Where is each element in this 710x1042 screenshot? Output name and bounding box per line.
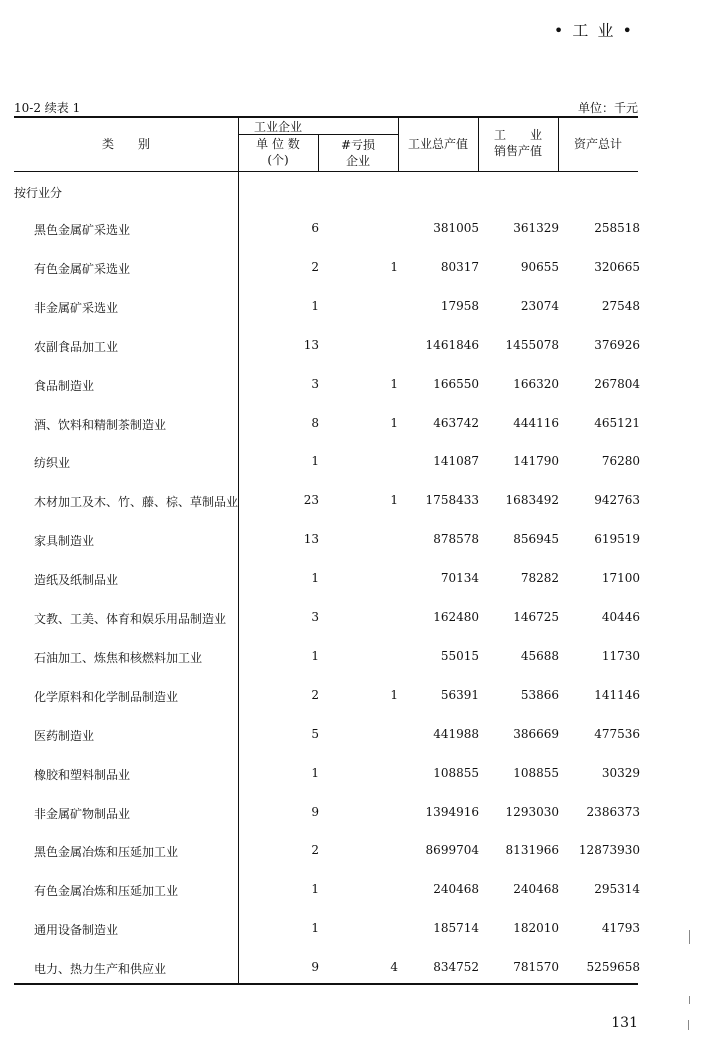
cell-assets: 30329 — [601, 765, 640, 780]
table-row — [0, 805, 710, 825]
header-sales-line2: 销售产值 — [493, 144, 542, 158]
row-category: 黑色金属冶炼和压延加工业 — [34, 845, 179, 860]
table-row — [0, 532, 710, 552]
cell-sales: 386669 — [513, 726, 559, 741]
table-row — [0, 493, 710, 513]
cell-assets: 41793 — [601, 921, 640, 936]
row-category: 酒、饮料和精制茶制造业 — [34, 417, 167, 432]
cell-assets: 295314 — [594, 882, 640, 897]
section-tag: • 工 业 • — [553, 21, 634, 40]
cell-sales: 1683492 — [505, 493, 559, 508]
cell-sales: 1455078 — [505, 337, 559, 352]
cell-units: 1 — [311, 921, 319, 936]
row-category: 造纸及纸制品业 — [34, 573, 119, 588]
cell-sales: 90655 — [520, 259, 559, 274]
cell-units: 23 — [303, 493, 319, 508]
header-loss-line1: #亏损 — [340, 138, 376, 152]
cell-units: 9 — [311, 804, 319, 819]
row-category: 橡胶和塑料制品业 — [34, 767, 131, 782]
cell-assets: 465121 — [594, 415, 640, 430]
cell-output: 834752 — [433, 960, 479, 975]
table-row — [0, 571, 710, 591]
table-row — [0, 377, 710, 397]
cell-assets: 2386373 — [586, 804, 640, 819]
cell-output: 8699704 — [425, 843, 479, 858]
cell-sales: 141790 — [513, 454, 559, 469]
cell-output: 56391 — [440, 687, 479, 702]
table-row — [0, 727, 710, 747]
header-units-line3: (个) — [267, 153, 289, 167]
cell-loss: 1 — [390, 493, 398, 508]
cell-loss: 1 — [390, 376, 398, 391]
scan-speck — [689, 930, 690, 944]
cell-output: 166550 — [433, 376, 479, 391]
cell-output: 185714 — [433, 921, 479, 936]
cell-loss: 1 — [390, 415, 398, 430]
cell-units: 2 — [311, 843, 319, 858]
header-units-line2: 单 位 数 — [256, 137, 300, 151]
table-row — [0, 960, 710, 980]
header-assets: 资产总计 — [573, 137, 622, 151]
cell-output: 1758433 — [425, 493, 479, 508]
cell-output: 55015 — [440, 648, 479, 663]
cell-units: 6 — [311, 221, 319, 235]
cell-sales: 1293030 — [505, 804, 559, 819]
table-top-rule — [14, 116, 638, 118]
table-row — [0, 882, 710, 902]
cell-loss: 1 — [390, 259, 398, 274]
table-row — [0, 766, 710, 786]
cell-sales: 146725 — [513, 610, 559, 624]
table-row — [0, 921, 710, 941]
header-output: 工业总产值 — [407, 137, 468, 151]
cell-output: 1461846 — [425, 337, 479, 352]
row-category: 家具制造业 — [34, 534, 95, 549]
cell-assets: 376926 — [594, 337, 640, 352]
cell-units: 1 — [311, 648, 319, 663]
header-loss-line2: 企业 — [345, 154, 370, 168]
table-row — [0, 843, 710, 863]
table-row — [0, 688, 710, 708]
cell-sales: 361329 — [513, 221, 559, 235]
cell-assets: 11730 — [601, 648, 640, 663]
cell-units: 1 — [311, 454, 319, 469]
cell-assets: 942763 — [594, 493, 640, 508]
cell-assets: 17100 — [601, 571, 640, 586]
row-category: 非金属矿采选业 — [34, 300, 119, 315]
cell-sales: 240468 — [513, 882, 559, 897]
row-category: 医药制造业 — [34, 728, 95, 743]
cell-loss: 1 — [390, 687, 398, 702]
table-row — [0, 649, 710, 669]
cell-assets: 27548 — [601, 298, 640, 313]
cell-units: 2 — [311, 259, 319, 274]
cell-sales: 182010 — [513, 921, 559, 936]
cell-assets: 258518 — [594, 221, 640, 235]
table-bottom-rule — [14, 983, 638, 985]
scan-speck — [689, 996, 690, 1004]
cell-sales: 45688 — [520, 648, 559, 663]
row-category: 木材加工及木、竹、藤、棕、草制品业 — [34, 495, 239, 510]
row-category: 非金属矿物制品业 — [34, 806, 131, 821]
cell-units: 2 — [311, 687, 319, 702]
cell-output: 240468 — [433, 882, 479, 897]
row-category: 文教、工美、体育和娱乐用品制造业 — [34, 612, 227, 626]
row-category: 电力、热力生产和供应业 — [34, 962, 167, 977]
cell-sales: 8131966 — [505, 843, 559, 858]
table-row — [0, 338, 710, 358]
cell-loss: 4 — [390, 960, 398, 975]
cell-sales: 444116 — [513, 415, 559, 430]
cell-sales: 166320 — [513, 376, 559, 391]
table-row — [0, 454, 710, 474]
header-sales-line1: 工 业 — [493, 128, 542, 142]
cell-output: 162480 — [433, 610, 479, 624]
cell-assets: 320665 — [594, 259, 640, 274]
cell-sales: 856945 — [513, 532, 559, 547]
cell-units: 3 — [311, 376, 319, 391]
section-label: 按行业分 — [14, 186, 63, 200]
cell-assets: 12873930 — [578, 843, 640, 858]
cell-output: 141087 — [433, 454, 479, 469]
cell-assets: 76280 — [601, 454, 640, 469]
cell-output: 1394916 — [425, 804, 479, 819]
scan-speck — [688, 1020, 689, 1030]
table-row — [0, 416, 710, 436]
table-header-rule — [14, 171, 638, 172]
cell-assets: 40446 — [601, 610, 640, 624]
header-units-line1: 工业企业 — [253, 120, 302, 134]
cell-output: 381005 — [433, 221, 479, 235]
cell-units: 1 — [311, 882, 319, 897]
cell-sales: 108855 — [513, 765, 559, 780]
cell-assets: 141146 — [594, 687, 640, 702]
cell-output: 80317 — [440, 259, 479, 274]
row-category: 化学原料和化学制品制造业 — [34, 689, 179, 704]
cell-assets: 477536 — [594, 726, 640, 741]
header-category: 类 别 — [101, 137, 150, 151]
table-id: 10-2 续表 1 — [14, 101, 81, 115]
cell-units: 5 — [311, 726, 319, 741]
cell-units: 1 — [311, 571, 319, 586]
cell-units: 3 — [311, 610, 319, 624]
cell-units: 1 — [311, 298, 319, 313]
cell-sales: 53866 — [520, 687, 559, 702]
row-category: 农副食品加工业 — [34, 339, 119, 354]
page-number: 131 — [611, 1015, 638, 1031]
table-row — [0, 260, 710, 280]
cell-units: 1 — [311, 765, 319, 780]
cell-output: 70134 — [440, 571, 479, 586]
row-category: 有色金属冶炼和压延加工业 — [34, 884, 179, 899]
table-row — [0, 299, 710, 319]
cell-units: 9 — [311, 960, 319, 975]
cell-sales: 23074 — [520, 298, 559, 313]
cell-output: 463742 — [433, 415, 479, 430]
cell-units: 13 — [303, 532, 319, 547]
cell-assets: 5259658 — [586, 960, 640, 975]
row-category: 通用设备制造业 — [34, 923, 119, 938]
row-category: 石油加工、炼焦和核燃料加工业 — [34, 650, 203, 665]
row-category: 纺织业 — [34, 456, 71, 471]
cell-assets: 267804 — [594, 376, 640, 391]
cell-sales: 781570 — [513, 960, 559, 975]
row-category: 有色金属矿采选业 — [34, 261, 131, 276]
cell-output: 441988 — [433, 726, 479, 741]
cell-sales: 78282 — [520, 571, 559, 586]
cell-output: 108855 — [433, 765, 479, 780]
cell-units: 8 — [311, 415, 319, 430]
table-row — [0, 610, 710, 630]
unit-label: 单位：千元 — [577, 101, 638, 115]
row-category: 黑色金属矿采选业 — [34, 223, 131, 237]
cell-assets: 619519 — [594, 532, 640, 547]
cell-units: 13 — [303, 337, 319, 352]
cell-output: 17958 — [440, 298, 479, 313]
table-row — [0, 221, 710, 241]
cell-output: 878578 — [433, 532, 479, 547]
row-category: 食品制造业 — [34, 378, 95, 393]
